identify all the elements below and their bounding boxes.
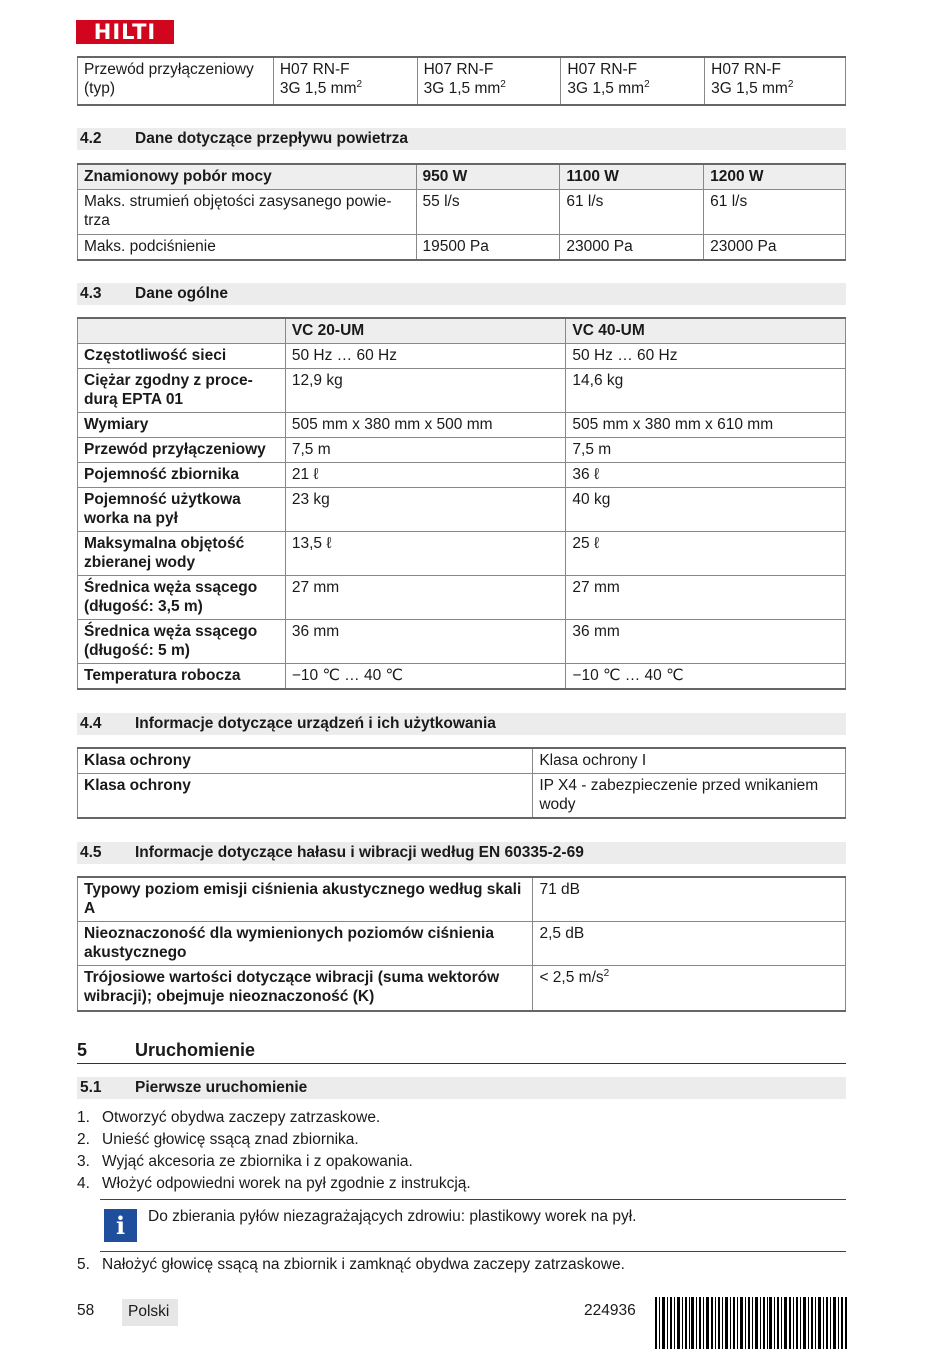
- list-item: 1. Otworzyć obydwa zaczepy zatrzaskowe.: [77, 1109, 381, 1126]
- list-item: 5. Nałożyć głowicę ssącą na zbiornik i zamknąć obydwa zaczepy zatrzaskowe.: [77, 1256, 625, 1273]
- table-header-cell: [78, 318, 286, 344]
- table-cell: IP X4 - zabezpieczenie przed wnikaniem wody: [533, 774, 846, 819]
- list-item: 2. Unieść głowicę ssącą znad zbiornika.: [77, 1131, 359, 1148]
- cable-table: [77, 56, 846, 106]
- table-header-cell: 1200 W: [704, 164, 846, 190]
- row-label: Pojemność użytkowa worka na pył: [78, 488, 286, 532]
- note-text: Do zbierania pyłów niezagrażających zdrowiu: plastikowy worek na pył.: [148, 1208, 637, 1225]
- table-cell: 505 mm x 380 mm x 500 mm: [285, 413, 566, 438]
- table-header-cell: Znamionowy pobór mocy: [78, 164, 417, 190]
- table-cell: 505 mm x 380 mm x 610 mm: [566, 413, 846, 438]
- table-cell: 23000 Pa: [560, 235, 704, 261]
- row-label: Trójosiowe wartości dotyczące wibracji (suma wektorów wibracji); obejmuje nieoznaczoność (K): [78, 966, 533, 1011]
- language-label: Polski: [122, 1299, 178, 1326]
- table-cell: 55 l/s: [416, 190, 560, 235]
- cable-cell: H07 RN-F 3G 1,5 $mm^2$: [417, 57, 561, 105]
- table-cell: Maks. podciśnienie: [78, 235, 417, 261]
- table-cell: Maks. strumień objętości zasysanego powietrza: [78, 190, 417, 235]
- section-5-1-heading: 5.1 Pierwsze uruchomienie: [77, 1077, 846, 1099]
- row-label: Wymiary: [78, 413, 286, 438]
- row-label: Średnica węża ssącego (długość: 5 m): [78, 620, 286, 664]
- table-cell: 19500 Pa: [416, 235, 560, 261]
- table-cell: 40 kg: [566, 488, 846, 532]
- table-cell: 25 ℓ: [566, 532, 846, 576]
- cable-cell: H07 RN-F 3G 1,5 $mm^2$: [561, 57, 705, 105]
- section-4-3-heading: 4.3 Dane ogólne: [77, 283, 846, 305]
- table-cell: 50 Hz … 60 Hz: [566, 344, 846, 369]
- document-code: 224936: [584, 1302, 636, 1319]
- row-label: Nieoznaczoność dla wymienionych poziomów ciśnienia akustycznego: [78, 922, 533, 966]
- cable-cell: H07 RN-F 3G 1,5 $mm^2$: [273, 57, 417, 105]
- table-header-cell: VC 20-UM: [285, 318, 566, 344]
- row-label: Ciężar zgodny z procedurą EPTA 01: [78, 369, 286, 413]
- air-flow-table: [77, 163, 846, 261]
- table-cell: 27 mm: [285, 576, 566, 620]
- info-note: [100, 1199, 846, 1252]
- table-cell: < 2,5 $m/s^2$: [533, 966, 846, 1011]
- table-cell: 36 ℓ: [566, 463, 846, 488]
- table-cell: Klasa ochrony I: [533, 748, 846, 774]
- table-cell: 27 mm: [566, 576, 846, 620]
- table-cell: 13,5 ℓ: [285, 532, 566, 576]
- table-header-cell: VC 40-UM: [566, 318, 846, 344]
- table-cell: −10 ℃ … 40 ℃: [285, 664, 566, 690]
- device-info-table: [77, 747, 846, 819]
- table-cell: 50 Hz … 60 Hz: [285, 344, 566, 369]
- table-cell: 7,5 m: [566, 438, 846, 463]
- row-label: Maksymalna objętość zbieranej wody: [78, 532, 286, 576]
- table-cell: 23 kg: [285, 488, 566, 532]
- cable-cell: H07 RN-F 3G 1,5 $mm^2$: [705, 57, 846, 105]
- row-label: Pojemność zbiornika: [78, 463, 286, 488]
- table-cell: 71 dB: [533, 877, 846, 922]
- section-4-4-heading: 4.4 Informacje dotyczące urządzeń i ich użytkowania: [77, 713, 846, 735]
- row-label: Temperatura robocza: [78, 664, 286, 690]
- table-cell: 7,5 m: [285, 438, 566, 463]
- list-item: 4. Włożyć odpowiedni worek na pył zgodnie z instrukcją.: [77, 1175, 471, 1192]
- row-label: Przewód przyłączeniowy: [78, 438, 286, 463]
- table-cell: 14,6 kg: [566, 369, 846, 413]
- table-cell: 36 mm: [285, 620, 566, 664]
- table-header-cell: 950 W: [416, 164, 560, 190]
- row-label: Klasa ochrony: [78, 748, 533, 774]
- table-cell: 61 l/s: [560, 190, 704, 235]
- page-number: 58: [77, 1302, 95, 1319]
- row-label: Częstotliwość sieci: [78, 344, 286, 369]
- general-data-table: [77, 317, 846, 690]
- hilti-logo: HILTI: [76, 20, 174, 44]
- table-cell: −10 ℃ … 40 ℃: [566, 664, 846, 690]
- info-icon: i: [104, 1209, 137, 1242]
- table-cell: 2,5 dB: [533, 922, 846, 966]
- chapter-5-heading: 5 Uruchomienie: [77, 1038, 846, 1064]
- section-4-5-heading: 4.5 Informacje dotyczące hałasu i wibracji według EN 60335‑2‑69: [77, 842, 846, 864]
- noise-vibration-table: [77, 876, 846, 1012]
- table-cell: 21 ℓ: [285, 463, 566, 488]
- row-label: Klasa ochrony: [78, 774, 533, 819]
- table-cell: 23000 Pa: [704, 235, 846, 261]
- section-4-2-heading: 4.2 Dane dotyczące przepływu powietrza: [77, 128, 846, 150]
- barcode-icon: [655, 1297, 847, 1349]
- cable-label: Przewód przyłączeniowy (typ): [78, 57, 274, 105]
- list-item: 3. Wyjąć akcesoria ze zbiornika i z opakowania.: [77, 1153, 413, 1170]
- row-label: Średnica węża ssącego (długość: 3,5 m): [78, 576, 286, 620]
- table-header-cell: 1100 W: [560, 164, 704, 190]
- table-cell: 36 mm: [566, 620, 846, 664]
- table-cell: 12,9 kg: [285, 369, 566, 413]
- table-cell: 61 l/s: [704, 190, 846, 235]
- row-label: Typowy poziom emisji ciśnienia akustycznego według skali A: [78, 877, 533, 922]
